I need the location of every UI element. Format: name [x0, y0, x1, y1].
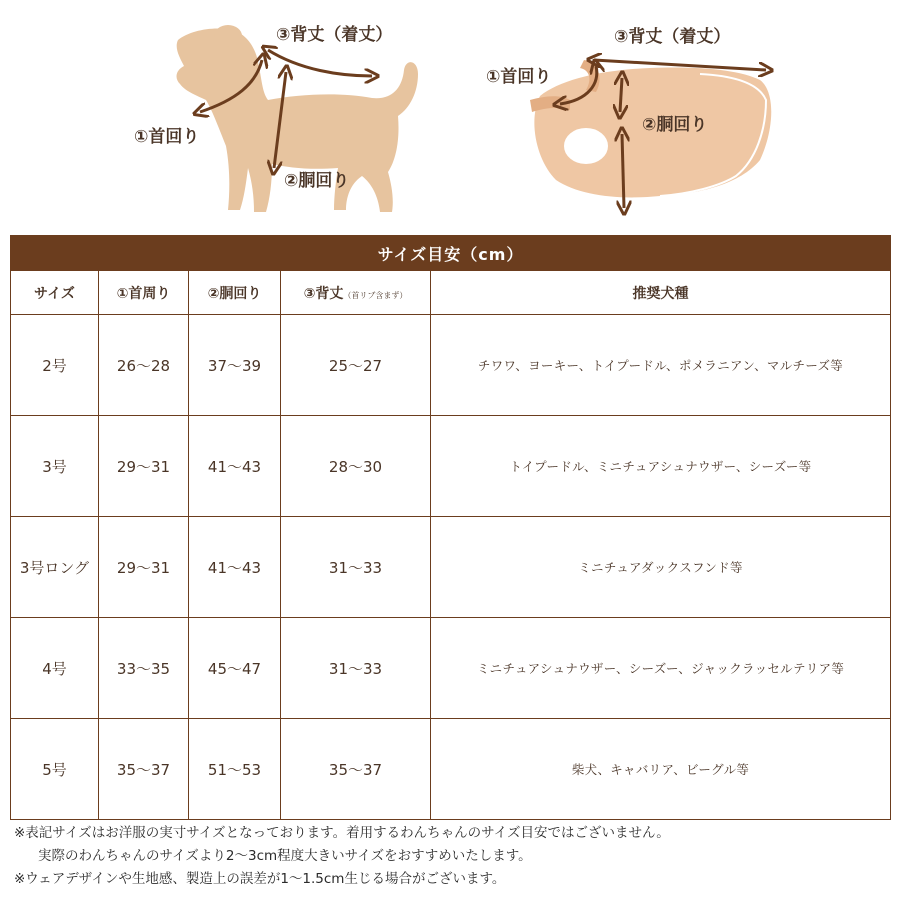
cell-size: 3号ロング — [11, 517, 99, 618]
cell-breeds: トイプードル、ミニチュアシュナウザー、シーズー等 — [431, 416, 891, 517]
table-row — [11, 618, 891, 719]
table-row — [11, 719, 891, 820]
cell-chest: 45～47 — [189, 618, 281, 719]
cell-breeds: チワワ、ヨーキー、トイプードル、ポメラニアン、マルチーズ等 — [431, 315, 891, 416]
cell-size: 5号 — [11, 719, 99, 820]
cell-back: 31～33 — [281, 618, 431, 719]
cell-breeds: ミニチュアダックスフンド等 — [431, 517, 891, 618]
cell-chest: 41～43 — [189, 416, 281, 517]
cell-chest: 41～43 — [189, 517, 281, 618]
note-line-2: 実際のわんちゃんのサイズより2～3cm程度大きいサイズをおすすめいたします。 — [38, 848, 532, 864]
header-back — [281, 271, 431, 315]
table-title: サイズ目安（cm） — [11, 236, 891, 271]
cell-neck: 35～37 — [99, 719, 189, 820]
cell-size: 4号 — [11, 618, 99, 719]
dog-chest-label: ②胴回り — [284, 171, 350, 191]
table-row — [11, 416, 891, 517]
table-row — [11, 517, 891, 618]
table-row — [11, 315, 891, 416]
garment-back-label: ③背丈（着丈） — [614, 27, 731, 47]
cell-back: 31～33 — [281, 517, 431, 618]
header-back-note: （首リブ含まず） — [343, 290, 408, 300]
garment-chest-arrow-lower — [622, 134, 624, 208]
garment-illustration — [0, 0, 900, 225]
cell-back: 35～37 — [281, 719, 431, 820]
cell-neck: 29～31 — [99, 517, 189, 618]
header-chest: ②胴回り — [189, 271, 281, 315]
cell-breeds: 柴犬、キャバリア、ビーグル等 — [431, 719, 891, 820]
garment-chest-label: ②胴回り — [642, 115, 708, 135]
header-back-label: ③背丈 — [303, 285, 344, 302]
cell-size: 2号 — [11, 315, 99, 416]
dog-back-label: ③背丈（着丈） — [276, 25, 393, 45]
cell-size: 3号 — [11, 416, 99, 517]
cell-back: 28～30 — [281, 416, 431, 517]
header-neck: ①首周り — [99, 271, 189, 315]
dog-neck-label: ①首回り — [134, 127, 200, 147]
note-line-3: ※ウェアデザインや生地感、製造上の誤差が1～1.5cm生じる場合がございます。 — [14, 871, 506, 887]
cell-neck: 33～35 — [99, 618, 189, 719]
cell-chest: 37～39 — [189, 315, 281, 416]
note-line-1: ※表記サイズはお洋服の実寸サイズとなっております。着用するわんちゃんのサイズ目安ではございません。 — [14, 825, 670, 841]
header-breeds: 推奨犬種 — [431, 271, 891, 315]
garment-neck-label: ①首回り — [486, 67, 552, 87]
size-table — [10, 235, 891, 820]
illustration-area — [0, 0, 900, 225]
header-size: サイズ — [11, 271, 99, 315]
notes — [14, 822, 894, 891]
garment-chest-arrow-upper — [620, 78, 622, 112]
cell-back: 25～27 — [281, 315, 431, 416]
cell-breeds: ミニチュアシュナウザー、シーズー、ジャックラッセルテリア等 — [431, 618, 891, 719]
cell-neck: 29～31 — [99, 416, 189, 517]
cell-neck: 26～28 — [99, 315, 189, 416]
cell-chest: 51～53 — [189, 719, 281, 820]
